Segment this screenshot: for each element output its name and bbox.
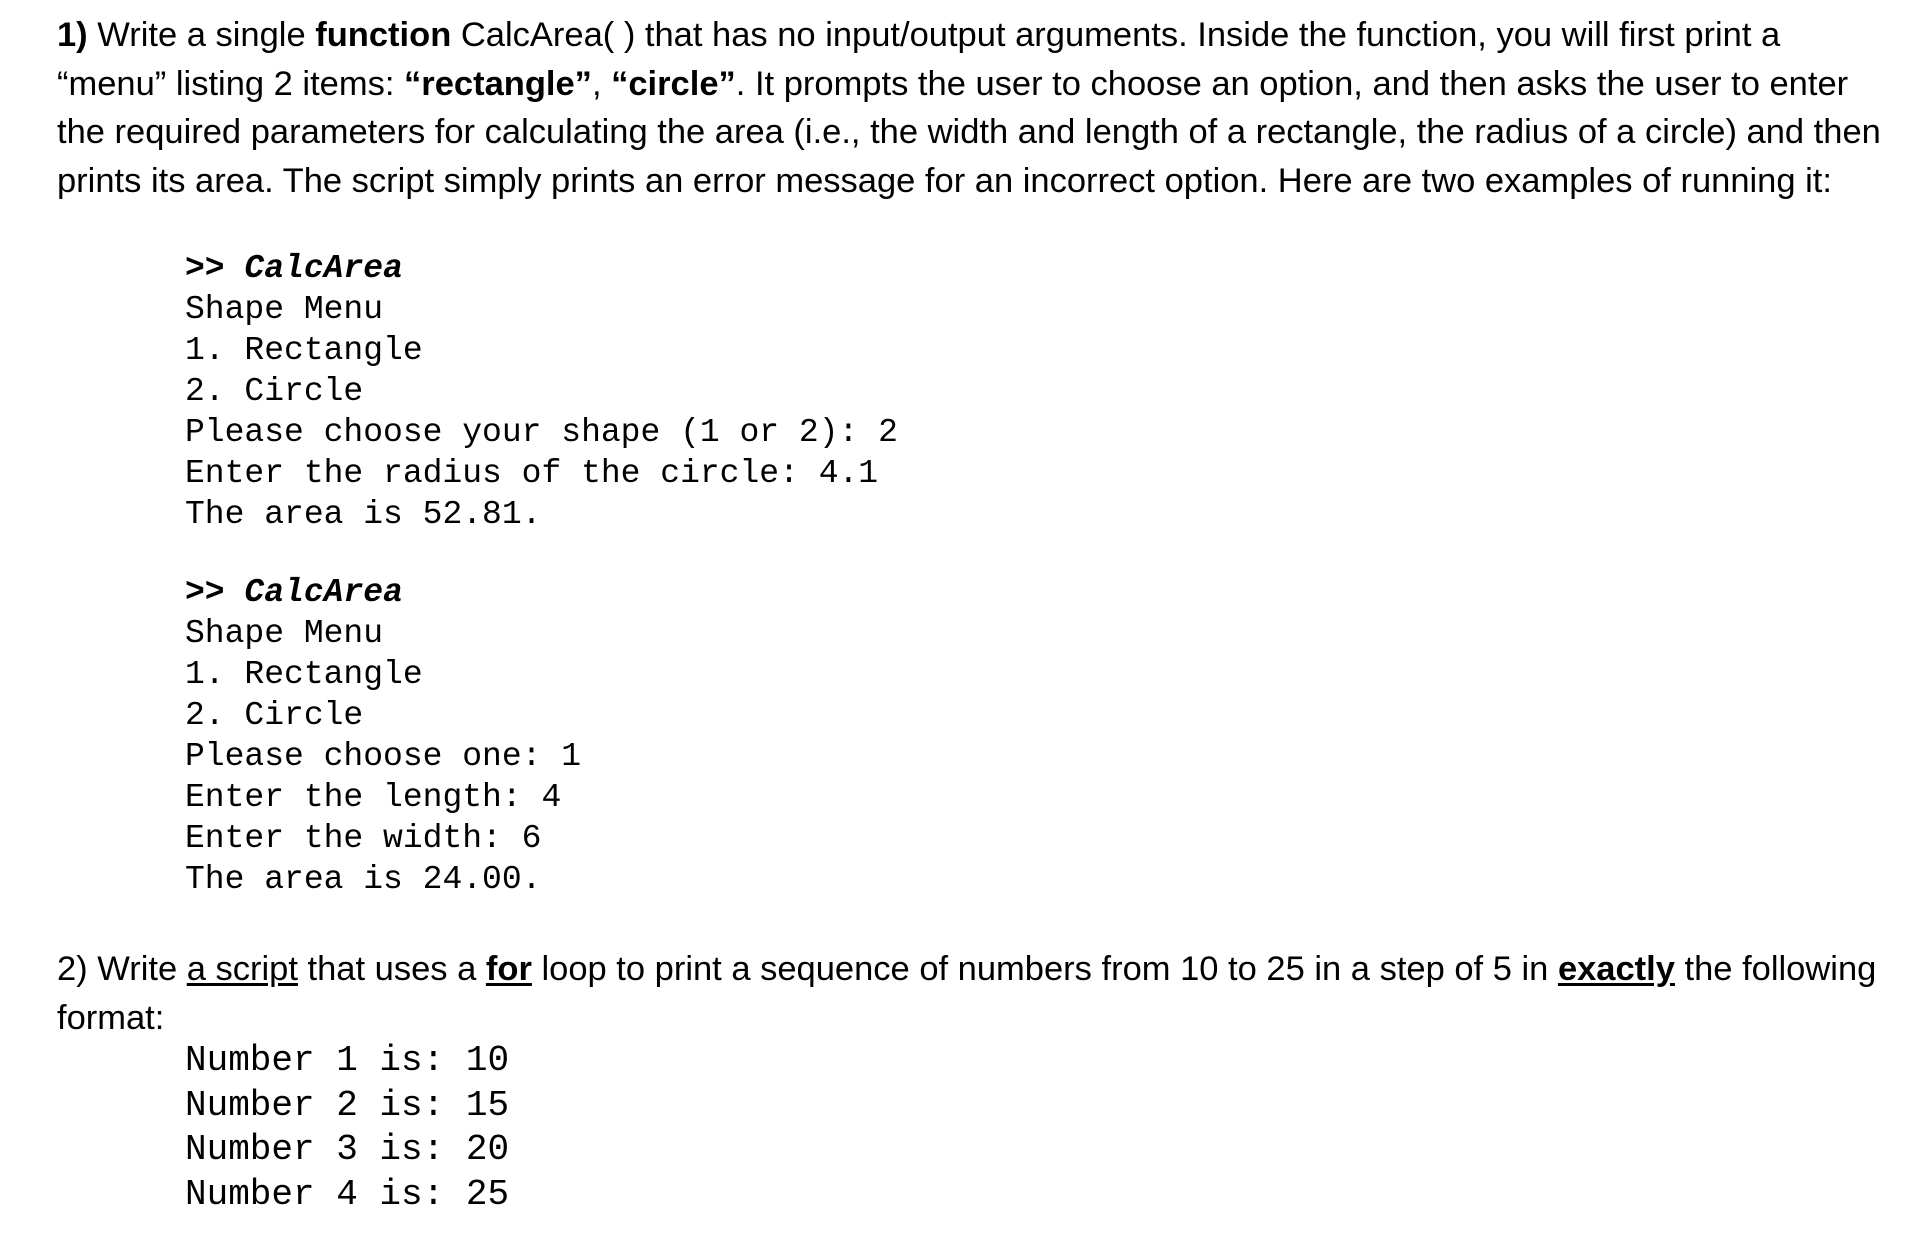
q1-text-part-3: , [591,64,612,103]
output-line: 1. Rectangle [185,332,423,369]
q1-bold-circle: “circle” [611,64,736,103]
output-line: 2. Circle [185,697,364,734]
q1-bold-function: function [315,16,452,54]
q2-text-part-3: loop to print a sequence of numbers from 10 to 25 in a step of 5 in [531,950,1558,988]
q2-text-part-4: the following format: [57,950,1877,1037]
output-line: Enter the radius of the circle: 4.1 [185,455,879,492]
code-example-1 [185,248,898,535]
question-1-number: 1) [57,16,88,54]
output-line: Number 2 is: 15 [185,1084,510,1126]
output-line: Shape Menu [185,291,384,328]
q2-text-part-2: that uses a [297,950,486,988]
question-2-number: 2) [57,950,88,988]
q2-expected-output [185,1039,509,1217]
output-line: 2. Circle [185,373,364,410]
q2-text-part-1: Write [87,950,187,988]
q1-bold-rectangle: “rectangle” [404,64,592,103]
q1-text-part-2: CalcArea( ) that has no input/output arguments. Inside the function, you will first print a “menu” listing 2 items: [57,16,1781,103]
command-name: CalcArea [244,574,403,611]
command-line [185,248,898,289]
output-line: Shape Menu [185,615,384,652]
prompt-symbol: >> [185,250,225,287]
output-line: Enter the length: 4 [185,779,562,816]
output-line: The area is 52.81. [185,496,542,533]
q2-underlined-a-script: a script [186,950,298,988]
output-line: Number 1 is: 10 [185,1040,510,1081]
q2-bold-underlined-for: for [485,950,532,988]
command-line [185,572,581,613]
q1-text-part-4: . It prompts the user to choose an option, and then asks the user to enter the required parameters for calculating the area (i.e., the width and length of a rectangle, the radius of a circle) and then prints its area. The script simply prints an error message for an incorrect option. Here are two examples of running it: [57,64,1881,200]
q2-bold-underlined-exactly: exactly [1557,950,1675,988]
output-line: Please choose your shape (1 or 2): 2 [185,414,898,451]
q1-text-part-1: Write a single [87,16,316,54]
output-line: Enter the width: 6 [185,820,542,857]
code-example-2 [185,572,581,900]
command-name: CalcArea [244,250,403,287]
question-1-text [57,11,1887,205]
output-line: Please choose one: 1 [185,738,582,775]
output-line: Number 4 is: 25 [185,1173,510,1215]
output-line: The area is 24.00. [185,861,542,898]
output-line: 1. Rectangle [185,656,423,693]
question-2-text [57,945,1887,1042]
output-line: Number 3 is: 20 [185,1129,510,1170]
prompt-symbol: >> [185,574,225,611]
